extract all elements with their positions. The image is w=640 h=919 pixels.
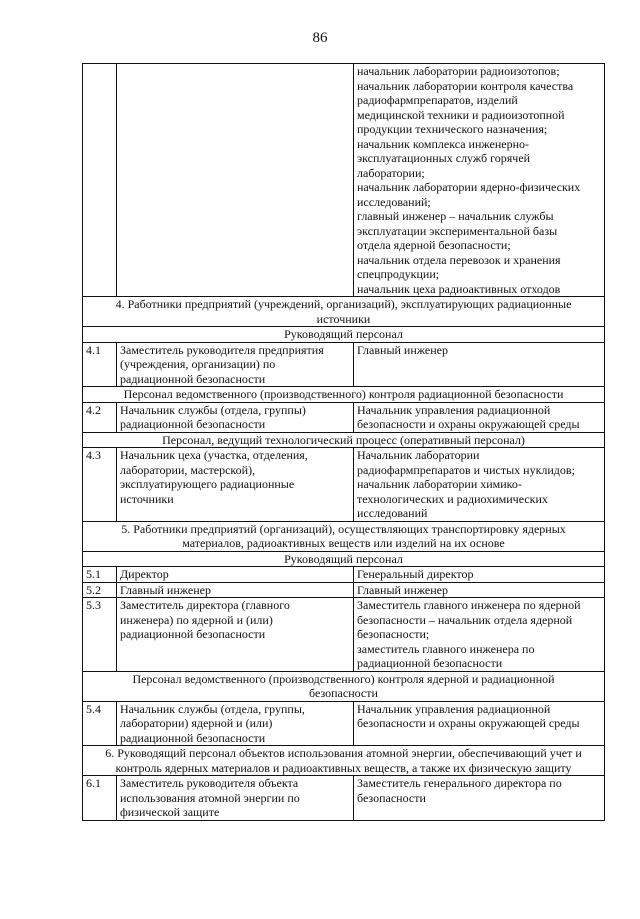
- cell-line: Генеральный директор: [357, 567, 474, 581]
- cell-line: начальник лаборатории радиоизотопов;: [357, 64, 560, 78]
- cell-line: Персонал ведомственного (производственного) контроля радиационной безопасности: [123, 387, 564, 401]
- cell-line: Заместитель руководителя объекта: [120, 776, 299, 790]
- cell-line: безопасности и охраны окружающей среды: [357, 417, 580, 431]
- row-number: 5.4: [83, 701, 117, 746]
- cell-line: отдела ядерной безопасности;: [357, 238, 511, 252]
- equivalent-position-cell: [354, 582, 605, 598]
- page-number: 86: [312, 30, 328, 46]
- cell-line: Заместитель руководителя предприятия: [120, 342, 324, 357]
- cell-line: источники: [120, 491, 174, 506]
- section-heading: [83, 521, 605, 551]
- cell-line: начальник лаборатории контроля качества: [357, 78, 574, 93]
- cell-line: Начальник управления радиационной: [357, 402, 551, 417]
- table-row: [83, 582, 605, 598]
- cell-line: начальник лаборатории химико-: [357, 477, 522, 491]
- equivalent-position-cell: [354, 701, 605, 746]
- cell-line: Начальник службы (отдела, группы,: [120, 701, 305, 716]
- cell-line: Руководящий персонал: [284, 551, 403, 566]
- cell-line: материалов, радиоактивных веществ или изделий на их основе: [182, 536, 505, 550]
- table-row: [83, 342, 605, 387]
- cell-line: безопасности и охраны окружающей среды: [357, 716, 580, 730]
- position-cell: [117, 342, 354, 387]
- table-row: [83, 402, 605, 432]
- position-cell: [117, 582, 354, 598]
- row-number: 5.3: [83, 598, 117, 672]
- table-row: [83, 64, 605, 297]
- cell-line: Персонал ведомственного (производственного) контроля ядерной и радиационной: [132, 671, 555, 686]
- row-number: 6.1: [83, 776, 117, 821]
- cell-line: лаборатории, мастерской),: [120, 462, 256, 477]
- cell-line: главный инженер – начальник службы: [357, 209, 554, 223]
- row-number: 4.2: [83, 402, 117, 432]
- cell-line: лаборатории) ядерной и (или): [120, 716, 273, 730]
- cell-line: спецпродукции;: [357, 267, 440, 281]
- row-number: 4.1: [83, 342, 117, 387]
- row-number: 5.1: [83, 567, 117, 583]
- position-cell: [117, 448, 354, 522]
- cell-line: безопасности;: [357, 627, 430, 641]
- cell-line: радиационной безопасности: [120, 627, 266, 641]
- position-cell: [117, 567, 354, 583]
- cell-line: медицинской техники и радиоизотопной: [357, 107, 565, 122]
- position-cell: [117, 776, 354, 821]
- cell-line: безопасности: [357, 790, 426, 805]
- cell-line: эксплуатирующего радиационные: [120, 477, 295, 491]
- category-heading: [83, 671, 605, 701]
- position-cell: [117, 598, 354, 672]
- position-cell: [117, 64, 354, 297]
- cell-line: Начальник лаборатории: [357, 448, 480, 462]
- cell-line: безопасности: [309, 686, 378, 700]
- document-table: [82, 63, 605, 821]
- category-row: [83, 671, 605, 701]
- cell-line: Заместитель главного инженера по ядерной: [357, 598, 581, 612]
- cell-line: заместитель главного инженера по: [357, 641, 535, 656]
- cell-line: радиофармпрепаратов и чистых нуклидов;: [357, 462, 575, 477]
- cell-line: (учреждения, организации) по: [120, 357, 276, 371]
- category-row: [83, 387, 605, 403]
- cell-line: лаборатории;: [357, 165, 425, 180]
- cell-line: эксплуатационных служб горячей: [357, 151, 531, 165]
- cell-line: радиационной безопасности: [357, 656, 503, 670]
- cell-line: технологических и радиохимических: [357, 491, 548, 506]
- cell-line: радиационной безопасности: [120, 417, 266, 431]
- cell-line: 6. Руководящий персонал объектов использования атомной энергии, обеспечивающий учет и: [105, 746, 582, 760]
- cell-line: Заместитель генерального директора по: [357, 776, 562, 790]
- cell-line: эксплуатации экспериментальной базы: [357, 223, 558, 238]
- cell-line: начальник лаборатории ядерно-физических: [357, 180, 581, 194]
- section-heading-row: [83, 297, 605, 327]
- cell-line: радиационной безопасности: [120, 730, 266, 745]
- category-row: [83, 432, 605, 448]
- cell-line: Начальник управления радиационной: [357, 701, 551, 716]
- category-row: [83, 551, 605, 567]
- category-row: [83, 327, 605, 343]
- equivalent-position-cell: [354, 64, 605, 297]
- cell-line: использования атомной энергии по: [120, 790, 300, 805]
- category-heading: [83, 551, 605, 567]
- cell-line: Руководящий персонал: [284, 327, 403, 341]
- cell-line: Начальник цеха (участка, отделения,: [120, 448, 308, 462]
- equivalent-position-cell: [354, 448, 605, 522]
- row-number: 4.3: [83, 448, 117, 522]
- table-row: [83, 567, 605, 583]
- table-row: [83, 448, 605, 522]
- equivalent-position-cell: [354, 567, 605, 583]
- cell-line: Главный инженер: [120, 582, 211, 597]
- table-row: [83, 776, 605, 821]
- position-cell: [117, 701, 354, 746]
- row-number: 5.2: [83, 582, 117, 598]
- row-number: [83, 64, 117, 297]
- cell-line: контроль ядерных материалов и радиоактивных веществ, а также их физическую защиту: [115, 760, 572, 775]
- cell-line: Персонал, ведущий технологический процесс (оперативный персонал): [162, 432, 525, 447]
- cell-line: начальник цеха радиоактивных отходов: [357, 281, 561, 296]
- section-heading-row: [83, 746, 605, 776]
- category-heading: [83, 432, 605, 448]
- cell-line: радиационной безопасности: [120, 371, 266, 386]
- cell-line: физической защите: [120, 805, 220, 819]
- cell-line: начальник отдела перевозок и хранения: [357, 252, 561, 267]
- cell-line: источники: [316, 311, 371, 326]
- equivalent-position-cell: [354, 342, 605, 387]
- cell-line: 4. Работники предприятий (учреждений, организаций), эксплуатирующих радиационные: [115, 297, 572, 311]
- section-heading: [83, 746, 605, 776]
- cell-line: продукции технического назначения;: [357, 122, 548, 136]
- category-heading: [83, 327, 605, 343]
- cell-line: исследований: [357, 506, 428, 520]
- equivalent-position-cell: [354, 776, 605, 821]
- equivalent-position-cell: [354, 598, 605, 672]
- position-cell: [117, 402, 354, 432]
- cell-line: инженера) по ядерной и (или): [120, 612, 273, 627]
- cell-line: Главный инженер: [357, 582, 448, 597]
- cell-line: Главный инженер: [357, 342, 448, 357]
- cell-line: Директор: [120, 567, 169, 581]
- table-row: [83, 701, 605, 746]
- cell-line: 5. Работники предприятий (организаций), осуществляющих транспортировку ядерных: [121, 521, 566, 536]
- cell-line: исследований;: [357, 194, 431, 209]
- category-heading: [83, 387, 605, 403]
- section-heading: [83, 297, 605, 327]
- cell-line: радиофармпрепаратов, изделий: [357, 93, 518, 107]
- cell-line: Начальник службы (отдела, группы): [120, 402, 306, 417]
- table-row: [83, 598, 605, 672]
- equivalent-position-cell: [354, 402, 605, 432]
- section-heading-row: [83, 521, 605, 551]
- cell-line: Заместитель директора (главного: [120, 598, 290, 612]
- cell-line: безопасности – начальник отдела ядерной: [357, 612, 573, 627]
- cell-line: начальник комплекса инженерно-: [357, 136, 529, 151]
